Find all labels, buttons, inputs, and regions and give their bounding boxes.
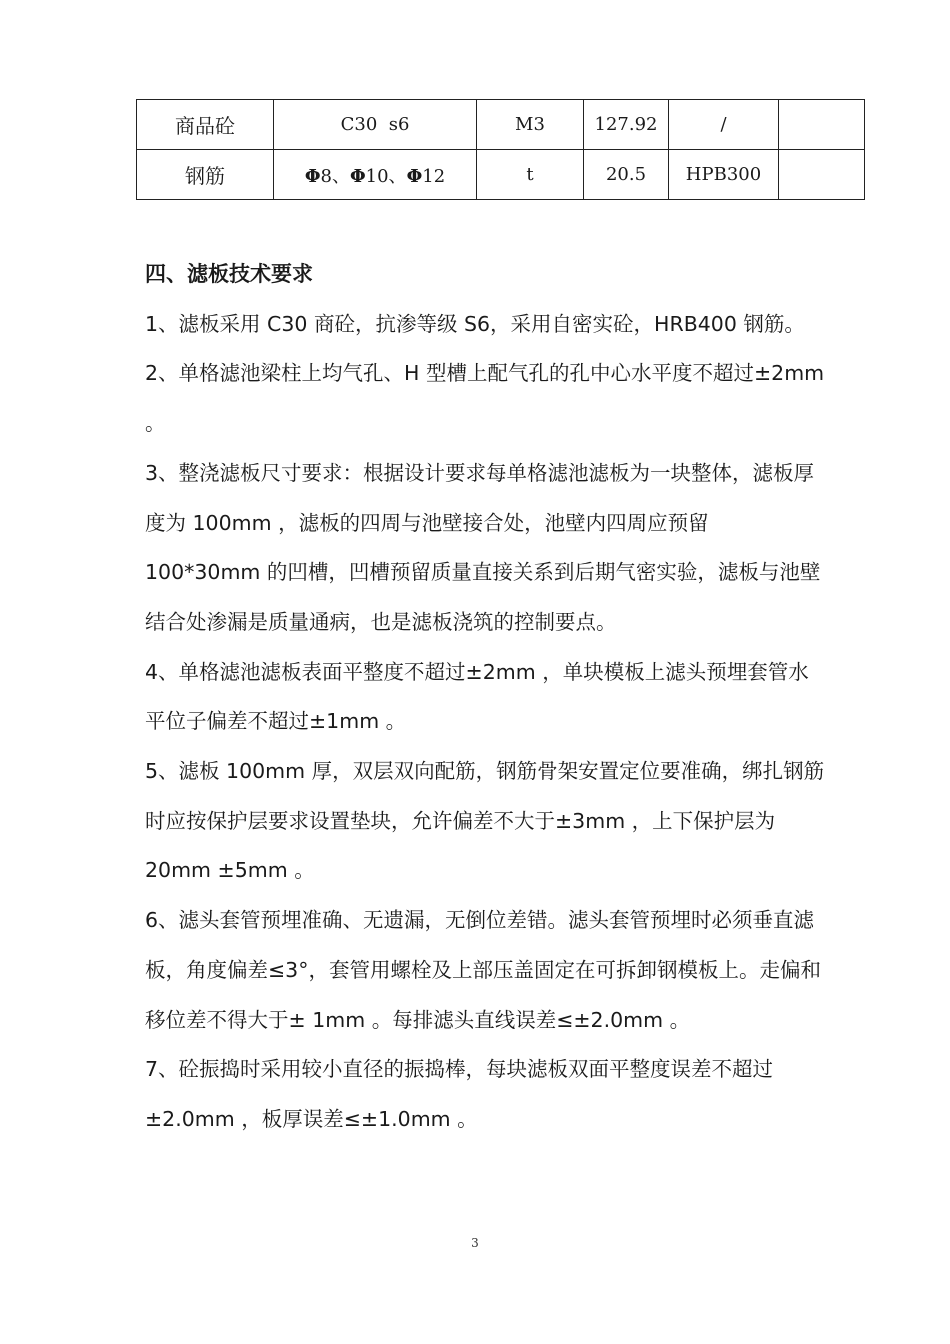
spec-text: 8、 bbox=[320, 165, 350, 187]
materials-table bbox=[136, 99, 865, 200]
material-spec-cell: C30 s6 bbox=[274, 100, 477, 150]
material-grade-cell: HPB300 bbox=[669, 150, 779, 200]
material-unit-cell: t bbox=[477, 150, 584, 200]
paragraph-5: 5、滤板 100mm 厚，双层双向配筋，钢筋骨架安置定位要准确，绑扎钢筋时应按保护层要求设置垫块，允许偏差不大于±3mm ，上下保护层为 20mm ±5mm 。 bbox=[145, 759, 825, 883]
material-grade-cell: / bbox=[669, 100, 779, 150]
table-row bbox=[137, 100, 865, 150]
material-qty-cell: 127.92 bbox=[584, 100, 669, 150]
paragraph-7: 7、砼振捣时采用较小直径的振捣棒，每块滤板双面平整度误差不超过±2.0mm ，板厚误差≤±1.0mm 。 bbox=[145, 1057, 774, 1131]
phi-symbol: Φ bbox=[349, 165, 366, 187]
material-note-cell bbox=[779, 100, 865, 150]
paragraph-2: 2、单格滤池梁柱上均气孔、H 型槽上配气孔的孔中心水平度不超过±2mm 。 bbox=[145, 361, 825, 436]
phi-symbol: Φ bbox=[406, 165, 423, 187]
paragraph-1: 1、滤板采用 C30 商砼，抗渗等级 S6，采用自密实砼，HRB400 钢筋。 bbox=[145, 311, 805, 336]
material-name-cell: 钢筋 bbox=[137, 150, 274, 200]
phi-symbol: Φ bbox=[304, 165, 321, 187]
material-qty-cell: 20.5 bbox=[584, 150, 669, 200]
material-name-cell: 商品砼 bbox=[137, 100, 274, 150]
table-row bbox=[137, 150, 865, 200]
paragraph-6: 6、滤头套管预埋准确、无遗漏，无倒位差错。滤头套管预埋时必须垂直滤板，角度偏差≤3°，套管用螺栓及上部压盖固定在可拆卸钢模板上。走偏和移位差不得大于± 1mm 。每排滤头直线误差≤±2.0mm 。 bbox=[145, 908, 821, 1032]
paragraph-3: 3、整浇滤板尺寸要求：根据设计要求每单格滤池滤板为一块整体，滤板厚度为 100mm ，滤板的四周与池壁接合处，池壁内四周应预留 100*30mm 的凹槽，凹槽预留质量直接关系到后期气密实验，滤板与池壁结合处渗漏是质量通病，也是滤板浇筑的控制要点。 bbox=[145, 460, 821, 634]
spec-text: 10、 bbox=[365, 165, 407, 187]
section-heading: 四、滤板技术要求 bbox=[145, 262, 313, 286]
page-number: 3 bbox=[471, 1236, 479, 1250]
section-content bbox=[145, 250, 825, 1145]
material-spec-cell bbox=[274, 150, 477, 200]
material-note-cell bbox=[779, 150, 865, 200]
paragraph-4: 4、单格滤池滤板表面平整度不超过±2mm ，单块模板上滤头预埋套管水平位子偏差不超过±1mm 。 bbox=[145, 659, 809, 734]
spec-text: 12 bbox=[422, 165, 446, 187]
material-unit-cell: M3 bbox=[477, 100, 584, 150]
